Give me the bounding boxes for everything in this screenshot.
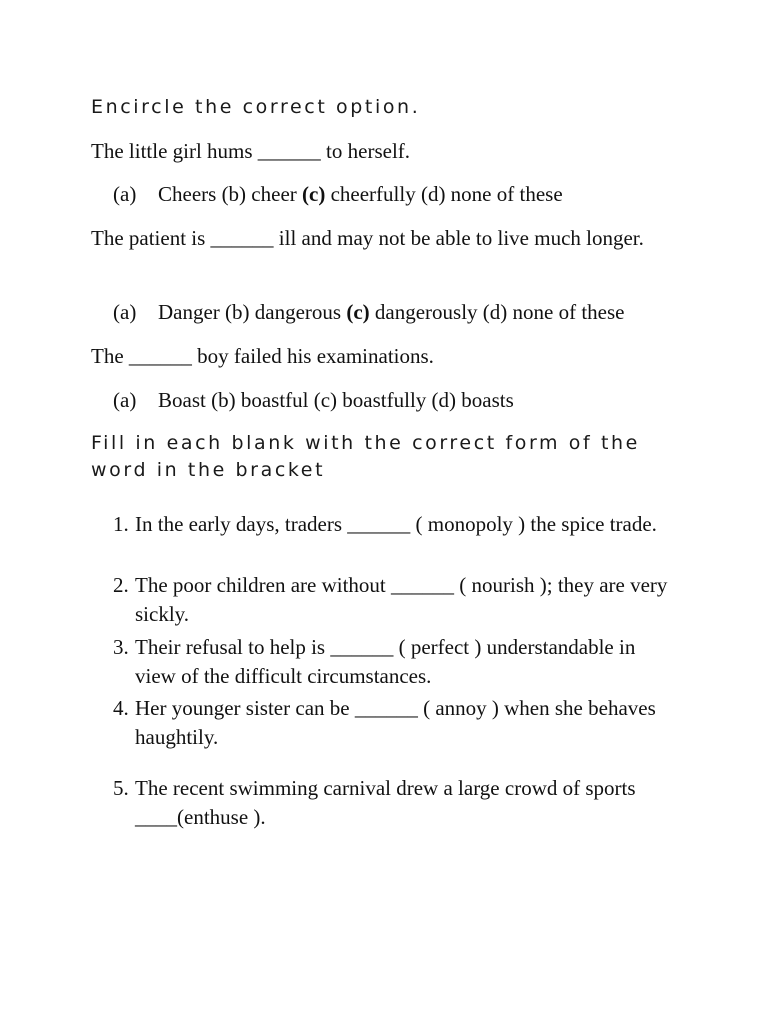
list-item — [113, 571, 678, 629]
item-number: 2. — [113, 573, 129, 597]
item-text: Their refusal to help is ______ ( perfect ) understandable in view of the difficult circumstances. — [135, 635, 636, 688]
item-text: The poor children are without ______ ( nourish ); they are very sickly. — [135, 573, 668, 626]
list-item — [113, 694, 678, 752]
section2-heading: Fill in each blank with the correct form of the word in the bracket — [91, 432, 640, 481]
option-c-label: (c) — [346, 300, 370, 324]
section1-heading: Encircle the correct option. — [91, 96, 421, 118]
item-text: The recent swimming carnival drew a large crowd of sports ____(enthuse ). — [135, 776, 636, 829]
question-3-options — [113, 386, 514, 414]
list-item — [113, 510, 678, 539]
question-2-stem: The patient is ______ ill and may not be able to live much longer. — [91, 226, 644, 250]
option-text-a: Cheers (b) cheer — [158, 182, 303, 206]
item-text: In the early days, traders ______ ( monopoly ) the spice trade. — [135, 512, 657, 536]
list-item — [113, 774, 678, 832]
item-number: 5. — [113, 776, 129, 800]
list-item — [113, 633, 678, 691]
option-label: (a) — [113, 182, 137, 206]
item-text: Her younger sister can be ______ ( annoy ) when she behaves haughtily. — [135, 696, 656, 749]
option-text-rest: dangerously (d) none of these — [369, 300, 625, 324]
option-label: (a) — [113, 388, 137, 412]
question-2-options — [113, 298, 625, 326]
question-1-options — [113, 180, 563, 208]
question-1-stem: The little girl hums ______ to herself. — [91, 139, 411, 163]
option-label: (a) — [113, 300, 137, 324]
item-number: 3. — [113, 635, 129, 659]
item-number: 1. — [113, 512, 129, 536]
option-c-label: (c) — [302, 182, 326, 206]
item-number: 4. — [113, 696, 129, 720]
option-text-a: Danger (b) dangerous — [158, 300, 347, 324]
question-3-stem: The ______ boy failed his examinations. — [91, 344, 434, 368]
option-text-rest: cheerfully (d) none of these — [325, 182, 563, 206]
option-text: Boast (b) boastful (c) boastfully (d) boasts — [158, 388, 514, 412]
